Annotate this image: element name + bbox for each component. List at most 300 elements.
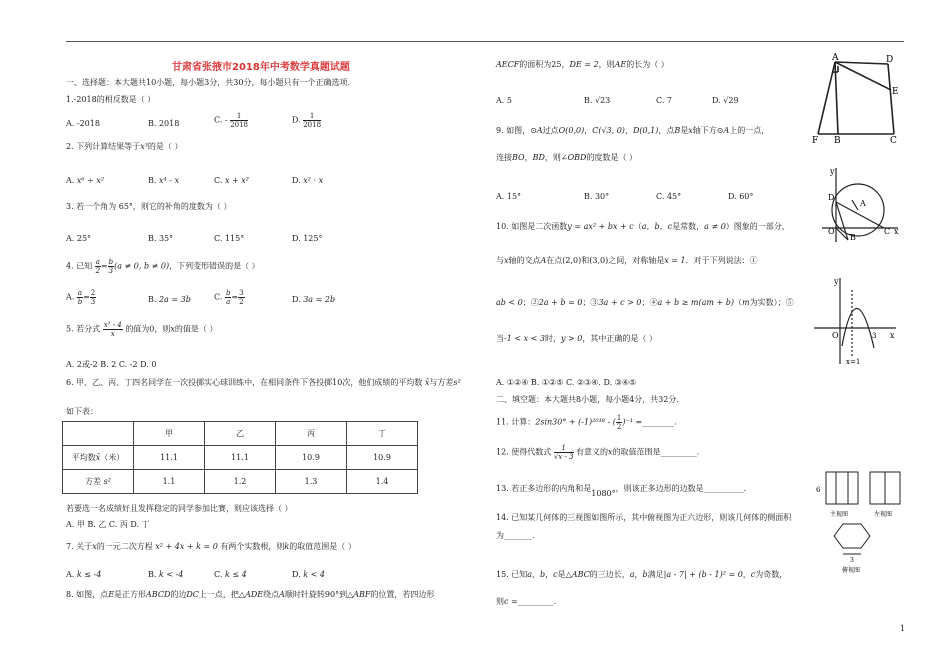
- q7-equation: x² + 4x + k = 0: [155, 542, 218, 551]
- q10-l2p2: (3,0): [589, 256, 609, 265]
- table-row-label: [63, 446, 134, 470]
- q11-fnum: 1: [616, 414, 622, 422]
- q8-point-a: A: [279, 590, 285, 599]
- q9-d-prefix: D.: [728, 192, 737, 201]
- q10-l2c: 在点: [546, 256, 563, 265]
- q12-fnum: 1: [554, 444, 574, 453]
- q13-blank[interactable]: __________.: [703, 484, 747, 493]
- q15-t2: ，: [532, 570, 541, 579]
- q10-t4: ）图象的一部分，: [725, 222, 790, 231]
- table-row: [63, 470, 418, 494]
- q4-a-prefix: A.: [66, 292, 75, 302]
- table-row: [63, 422, 418, 446]
- q3-option-b: [148, 234, 173, 244]
- q10-line2: [496, 256, 758, 266]
- q3-c-value: 115°: [224, 234, 245, 243]
- q4-d-expr: 3a = 2b: [303, 295, 336, 304]
- q4-b-prefix: B.: [148, 295, 157, 304]
- q4-c-eq: =: [231, 292, 239, 302]
- q2-d-prefix: D.: [292, 176, 301, 185]
- q9-stem: 9. 如图，⊙A过点O(0,0)，C(√3, 0)，D(0,1)，点B是x轴下方⊙A上的一点，: [496, 126, 770, 135]
- q10-s3e: 3a + c > 0: [598, 298, 642, 307]
- q10-statements: [496, 298, 794, 308]
- q10-abc: a，b，c: [641, 222, 673, 231]
- q15-t1: 15. 已知: [496, 570, 528, 579]
- q10-l2e: 之间，对称轴是: [608, 256, 665, 265]
- q4-a-num: a: [77, 289, 83, 297]
- q10-l2x: x: [504, 256, 509, 265]
- q15-t5: 的三边长，: [589, 570, 630, 579]
- page-title: 甘肃省张掖市2018年中考数学真题试题: [172, 62, 350, 73]
- q3-c-prefix: C.: [214, 234, 223, 243]
- q12-blank[interactable]: _________.: [660, 447, 700, 457]
- q3-stem-pre: 3. 若一个角为: [66, 202, 117, 211]
- q4-d-prefix: D.: [292, 295, 301, 304]
- q15-triangle: △ABC: [565, 570, 590, 579]
- q15-b2: b: [642, 570, 648, 579]
- q8-point-e: E: [108, 590, 115, 599]
- q8-t5: 绕点: [263, 590, 280, 599]
- q10-options: A. ①②④ B. ①②⑤ C. ②③④. D. ③④⑤: [496, 378, 637, 387]
- q15-line2: [496, 597, 556, 607]
- q10-l2a: 与: [496, 256, 504, 265]
- q8c-t2: ，则: [598, 60, 615, 69]
- q9-line2: 连接: [496, 153, 512, 162]
- q7-d-prefix: D.: [292, 570, 301, 579]
- q14-line1: 14. 已知某几何体的三视图如图所示，其中俯视图为正六边形，则该几何体的侧面积: [496, 513, 792, 522]
- q9-t2: 过点: [542, 126, 559, 135]
- q6-ask: 若要选一名成绩好且发挥稳定的同学参加比赛，则应该选择（ ）: [66, 504, 293, 513]
- q4-c-frac-r: [238, 289, 244, 306]
- fig9-label-b: B: [850, 233, 856, 242]
- q8c-ae: AE: [614, 60, 627, 69]
- q7-stem: [66, 542, 356, 552]
- q15-a: a: [527, 570, 533, 579]
- q15-t7: 满足: [647, 570, 664, 579]
- q1-c-num: 1: [230, 112, 248, 121]
- q2-stem: [66, 142, 182, 152]
- q3-option-d: [292, 234, 323, 244]
- q6-options: A. 甲 B. 乙 C. 丙 D. 丁: [66, 520, 150, 529]
- q3-stem-post: ，则它的补角的度数为（ ）: [132, 202, 232, 211]
- table-row-label: [63, 470, 134, 494]
- q3-stem-value: 65°: [118, 202, 133, 211]
- q9-c-value: 45°: [666, 192, 682, 201]
- q7-option-a: [66, 570, 101, 580]
- q8-continued: [496, 60, 669, 70]
- q10-l2p1: (2,0): [562, 256, 582, 265]
- q9-point-o: O(0,0): [558, 126, 585, 135]
- q9-point-c: C(√3, 0): [592, 126, 625, 135]
- q12-post: 的取值范围是: [612, 447, 661, 457]
- q3-b-prefix: B.: [148, 234, 157, 243]
- q7-stem-post: 的取值范围是（ ）: [289, 542, 356, 551]
- q15-t9: 为奇数，: [755, 570, 788, 579]
- q8-square-figure: [810, 52, 906, 144]
- q8-degree: 90°: [324, 590, 340, 599]
- q10-s6: 为实数）；⑤: [749, 298, 794, 307]
- table-cell: 11.1: [205, 446, 276, 470]
- table-cell: 10.9: [276, 446, 347, 470]
- q5-stem: [66, 321, 217, 338]
- q3-a-value: 25°: [76, 234, 92, 243]
- q5-stem-pre: 5. 若分式: [66, 324, 101, 334]
- q7-b-prefix: B.: [148, 570, 157, 579]
- table-row: [63, 446, 418, 470]
- q10-l4y: y > 0: [560, 334, 583, 343]
- q7-stem-var2: k: [284, 542, 290, 551]
- q10-s2e: 2a + b = 0: [538, 298, 583, 307]
- fig14-dim-3: 3: [850, 557, 854, 564]
- q4-c-rnum: 3: [239, 289, 244, 297]
- q10-l2d: 和: [581, 256, 590, 265]
- q7-a-prefix: A.: [66, 570, 75, 579]
- q9-t3: ，点: [658, 126, 675, 135]
- q12-fraction: [554, 444, 574, 461]
- fig10-label-o: O: [832, 331, 839, 340]
- q8-t3: 的边: [170, 590, 187, 599]
- q8c-t3: 的长为（ ）: [626, 60, 669, 69]
- q10-t1: 10. 如图是二次函数: [496, 222, 568, 231]
- q4-eq: =: [100, 261, 108, 271]
- q8-t1: 8. 如图，点: [66, 590, 109, 599]
- q5-frac-num: x² - 4: [103, 321, 122, 329]
- q9-x: x: [688, 126, 693, 135]
- q9-stem-line2: 连接BO，BD，则∠OBD的度数是（ ）: [496, 153, 637, 162]
- q9-a-value: 15°: [506, 192, 522, 201]
- q9-t7: ，则: [544, 153, 561, 162]
- q10-s5: （: [734, 298, 743, 307]
- q5-stem-post: 的值是（ ）: [174, 324, 218, 334]
- q13-value: 1080°: [591, 489, 616, 498]
- table-cell: 丁: [347, 422, 418, 446]
- q8-b-value: √23: [594, 96, 611, 105]
- q10-s2: ；②: [522, 298, 539, 307]
- q6-var-mean: x̄: [424, 378, 430, 387]
- table-cell: 11.1: [134, 446, 205, 470]
- q8-option-c: C. 7: [656, 96, 673, 105]
- q5-stem-var: x: [170, 324, 175, 334]
- fig8-label-e: E: [892, 87, 899, 97]
- q12-x: x: [608, 447, 613, 457]
- table-cell: 甲: [134, 422, 205, 446]
- q6-table-intro: 如下表：: [66, 407, 98, 416]
- q10-l4e: -1 < x < 3: [504, 334, 545, 343]
- q8-quad: AECF: [496, 60, 520, 69]
- q4-option-b: [148, 295, 191, 305]
- q10-s4e: a + b ≥ m(am + b): [657, 298, 735, 307]
- q14-line2: [496, 531, 535, 541]
- fig8-label-c: C: [890, 136, 897, 144]
- q2-c-prefix: C.: [214, 176, 223, 185]
- q11-blank[interactable]: ________.: [642, 417, 677, 427]
- row1-label: 平均数: [71, 453, 96, 462]
- q9-option-d: [728, 192, 753, 202]
- fig10-axis-label: x=1: [846, 358, 861, 366]
- q9-bd: BD: [532, 153, 545, 162]
- q3-b-value: 35°: [158, 234, 174, 243]
- q10-s3: ；③: [582, 298, 599, 307]
- page-number: 1: [900, 624, 906, 633]
- section-1-heading: 一、选择题：本大题共10小题，每小题3分，共30分，每小题只有一个正确选项.: [66, 78, 350, 87]
- fig9-label-a: A: [860, 199, 866, 208]
- q4-a-den: b: [77, 298, 83, 306]
- q2-d-expr: x² · x: [303, 176, 324, 185]
- q13-post: ，则该正多边形的边数是: [615, 484, 704, 493]
- table-cell: 乙: [205, 422, 276, 446]
- q4-option-d: [292, 295, 335, 305]
- q10-m: m: [742, 298, 750, 307]
- fig14-front-view-label: 主视图: [830, 511, 849, 518]
- q12: [496, 444, 699, 461]
- q11-post: )⁻¹ =: [622, 417, 643, 427]
- row1-var: x̄: [95, 453, 101, 462]
- q9-b-prefix: B.: [584, 192, 593, 201]
- q15-blank[interactable]: _________.: [517, 597, 557, 606]
- fig14-top-view-label: 俯视图: [842, 567, 861, 574]
- q1-d-den: 2018: [303, 121, 322, 129]
- q15-t6: ，: [634, 570, 643, 579]
- q9-t6: 上的一点，: [729, 126, 770, 135]
- q9-circle: ⊙A: [530, 126, 543, 135]
- q4-a-rden: 3: [90, 298, 96, 306]
- q4-c-den: a: [226, 298, 231, 306]
- row2-label: 方差: [85, 477, 102, 486]
- q10-l4a: 当: [496, 334, 504, 343]
- q9-angle: ∠OBD: [560, 153, 587, 162]
- q1-c-den: 2018: [230, 121, 248, 129]
- q10-parabola-figure: [812, 276, 898, 366]
- table-cell: 丙: [276, 422, 347, 446]
- q7-c-expr: k ≤ 4: [224, 570, 247, 579]
- table-cell: 10.9: [347, 446, 418, 470]
- q9-point-d: D(0,1): [632, 126, 659, 135]
- q9-option-c: [656, 192, 681, 202]
- q12-fden: √x - 3: [553, 453, 574, 461]
- fig8-label-b: B: [834, 136, 841, 144]
- q7-c-prefix: C.: [214, 570, 223, 579]
- q6-stem-text: 6. 甲、乙、丙、丁四名同学在一次投掷实心球训练中，在相同条件下各投掷10次，他们成绩的平均数: [66, 378, 423, 387]
- q2-option-c: [214, 176, 249, 186]
- q8-b-prefix: B.: [584, 96, 593, 105]
- q7-stem-mid2: 有两个实数根，则: [220, 542, 285, 551]
- q12-pre: 12. 使得代数式: [496, 447, 552, 457]
- q8-side: DC: [186, 590, 199, 599]
- table-cell: 1.1: [134, 470, 205, 494]
- q1-option-b: B. 2018: [148, 119, 180, 128]
- fig8-label-a: A: [832, 53, 839, 63]
- q4-a-rnum: 2: [90, 289, 96, 297]
- q8-option-b: [584, 96, 610, 106]
- q1-c-prefix: C. -: [214, 115, 228, 125]
- q8-t4: 上一点，把: [198, 590, 239, 599]
- q3-d-prefix: D.: [292, 234, 301, 243]
- q15-c2: c: [750, 570, 756, 579]
- q8-option-a: A. 5: [496, 96, 512, 105]
- q6-stem-mid: 与方差: [429, 378, 454, 387]
- q7-option-d: [292, 570, 325, 580]
- q8-triangle-ade: △ADE: [238, 590, 264, 599]
- q9-option-b: [584, 192, 609, 202]
- fig9-label-d: D: [828, 193, 835, 202]
- q6-stem: [66, 378, 461, 388]
- q1-option-a: A. -2018: [66, 119, 100, 128]
- q8-t8: 的位置，若四边形: [370, 590, 435, 599]
- q2-option-a: [66, 176, 104, 186]
- q6-var-variance: s²: [453, 378, 461, 387]
- section-2-heading: 二、填空题：本大题共8小题，每小题4分，共32分.: [496, 395, 679, 404]
- q9-circle-figure: [818, 164, 900, 244]
- q9-a-prefix: A.: [496, 192, 505, 201]
- q9-bo: BO: [512, 153, 525, 162]
- q4-stem: [66, 258, 260, 275]
- q9-b-value: 30°: [594, 192, 610, 201]
- q14-l2: 为: [496, 531, 504, 540]
- q9-option-a: [496, 192, 521, 202]
- q4-f2-den: 3: [108, 267, 114, 275]
- q10-l4c: ，其中正确的是（ ）: [582, 334, 657, 343]
- q9-t5: 轴下方: [692, 126, 717, 135]
- q10-l4b: 时，: [544, 334, 561, 343]
- row2-var: s²: [103, 477, 111, 486]
- q10-l2-axis: x = 1: [664, 256, 686, 265]
- q8c-eq: DE = 2: [569, 60, 599, 69]
- fig10-label-y: y: [834, 277, 839, 286]
- q3-option-c: [214, 234, 244, 244]
- fig14-dim-6: 6: [816, 486, 821, 494]
- q2-a-expr: x⁶ ÷ x²: [76, 176, 105, 185]
- q2-a-prefix: A.: [66, 176, 75, 185]
- q15-t4: 是: [557, 570, 566, 579]
- q4-c-num: b: [225, 289, 231, 297]
- q9-circle-2: ⊙A: [716, 126, 730, 135]
- q9-t8: 的度数是（ ）: [586, 153, 637, 162]
- q4-b-expr: 2a = 3b: [158, 295, 191, 304]
- q4-c-prefix: C.: [214, 292, 223, 302]
- q7-d-expr: k < 4: [303, 570, 325, 579]
- q1-option-c: [214, 112, 248, 129]
- q15-t3: ，: [545, 570, 554, 579]
- q15-t8: ，: [742, 570, 751, 579]
- q2-stem-post: 的是（ ）: [147, 142, 183, 151]
- q4-option-c: [214, 289, 245, 306]
- q10-s1: ab < 0: [496, 298, 523, 307]
- q15-eq: |a - 7| + (b - 1)² = 0: [663, 570, 743, 579]
- header-rule: [66, 41, 904, 42]
- fig14-left-view-label: 左视图: [874, 511, 893, 518]
- q8-square: ABCD: [146, 590, 171, 599]
- q11: [496, 414, 677, 431]
- q9-c-prefix: C.: [656, 192, 665, 201]
- q2-option-d: [292, 176, 323, 186]
- fig10-label-x: x: [890, 331, 895, 340]
- q7-b-expr: k < -4: [158, 570, 184, 579]
- q15-l2: 则: [496, 597, 504, 606]
- q7-a-expr: k ≤ -4: [76, 570, 102, 579]
- q4-f2-num: b: [108, 258, 114, 266]
- q15-ceq: c =: [504, 597, 518, 606]
- fig9-label-x: x: [894, 227, 899, 236]
- q9-point-b: B: [674, 126, 681, 135]
- fig9-label-y: y: [830, 167, 835, 176]
- q4-f1-num: a: [95, 258, 100, 266]
- q6-score-table: [62, 421, 418, 494]
- q2-c-expr: x + x²: [224, 176, 249, 185]
- q15-a2: a: [629, 570, 635, 579]
- q3-stem: [66, 202, 231, 212]
- fig8-label-f: F: [812, 136, 819, 144]
- q15-b: b: [540, 570, 546, 579]
- table-cell: 1.2: [205, 470, 276, 494]
- q11-fden: 2: [616, 423, 622, 431]
- q7-option-c: [214, 570, 247, 580]
- q8-t7: 到: [339, 590, 348, 599]
- q3-d-value: 125°: [303, 234, 323, 243]
- q10-stem: [496, 222, 790, 232]
- q10-l2b: 轴的交点: [508, 256, 541, 265]
- fig9-label-c: C: [884, 227, 891, 236]
- q2-b-expr: x⁴ - x: [158, 176, 179, 185]
- q12-mid: 有意义的: [576, 447, 609, 457]
- q4-f1-den: 2: [95, 267, 101, 275]
- q10-s4: ；④: [641, 298, 658, 307]
- q8-d-value: √29: [723, 96, 739, 105]
- q4-option-a: [66, 289, 96, 306]
- q3-a-prefix: A.: [66, 234, 75, 243]
- q15: [496, 570, 787, 580]
- q8-triangle-abf: △ABF: [347, 590, 371, 599]
- row1-unit: （米）: [100, 453, 125, 462]
- q5-options: A. 2或-2 B. 2 C. -2 D. 0: [66, 360, 157, 369]
- q11-expr: 2sin30° + (-1)²⁰¹⁸ - (: [535, 417, 616, 427]
- q10-eq: y = ax² + bx + c: [567, 222, 634, 231]
- table-cell: 1.3: [276, 470, 347, 494]
- q5-frac-den: x: [110, 330, 115, 338]
- q2-b-prefix: B.: [148, 176, 157, 185]
- q1-c-fraction: [230, 112, 248, 129]
- q8-t2: 是正方形: [114, 590, 147, 599]
- q2-stem-pre: 2. 下列计算结果等于: [66, 142, 141, 151]
- q4-stem-pre: 4. 已知: [66, 261, 93, 271]
- q4-stem-post: ，下列变形错误的是（ ）: [169, 261, 260, 271]
- q10-l2-point-a: A: [540, 256, 547, 265]
- q4-condition: (a ≠ 0, b ≠ 0): [114, 261, 170, 271]
- q7-stem-pre: 7. 关于: [66, 542, 93, 551]
- q1-stem: 1.-2018的相反数是（ ）: [66, 95, 156, 104]
- q10-l2f: ．对于下列说法：①: [685, 256, 758, 265]
- q13-pre: 13. 若正多边形的内角和是: [496, 484, 592, 493]
- q8-t6: 顺时针旋转: [284, 590, 325, 599]
- table-cell: [63, 422, 134, 446]
- q5-stem-mid: 的值为0，则: [125, 324, 171, 334]
- q15-c: c: [553, 570, 558, 579]
- q7-stem-var: x: [92, 542, 97, 551]
- q8-d-prefix: D.: [712, 96, 721, 105]
- q10-t2: （: [633, 222, 642, 231]
- q1-d-prefix: D.: [292, 115, 301, 125]
- q1-option-d: [292, 112, 321, 129]
- q14-blank[interactable]: _______.: [504, 531, 535, 540]
- q4-a-eq: =: [83, 292, 90, 302]
- q4-c-rden: 2: [239, 298, 244, 306]
- q9-t1: 9. 如图，: [496, 126, 531, 135]
- fig9-label-o: O: [828, 227, 835, 236]
- q5-fraction: [103, 321, 123, 338]
- q14-three-views-figure: [812, 470, 908, 588]
- q7-stem-mid: 的一元二次方程: [96, 542, 153, 551]
- q8-stem: [66, 590, 434, 600]
- q11-pre: 11. 计算：: [496, 417, 536, 427]
